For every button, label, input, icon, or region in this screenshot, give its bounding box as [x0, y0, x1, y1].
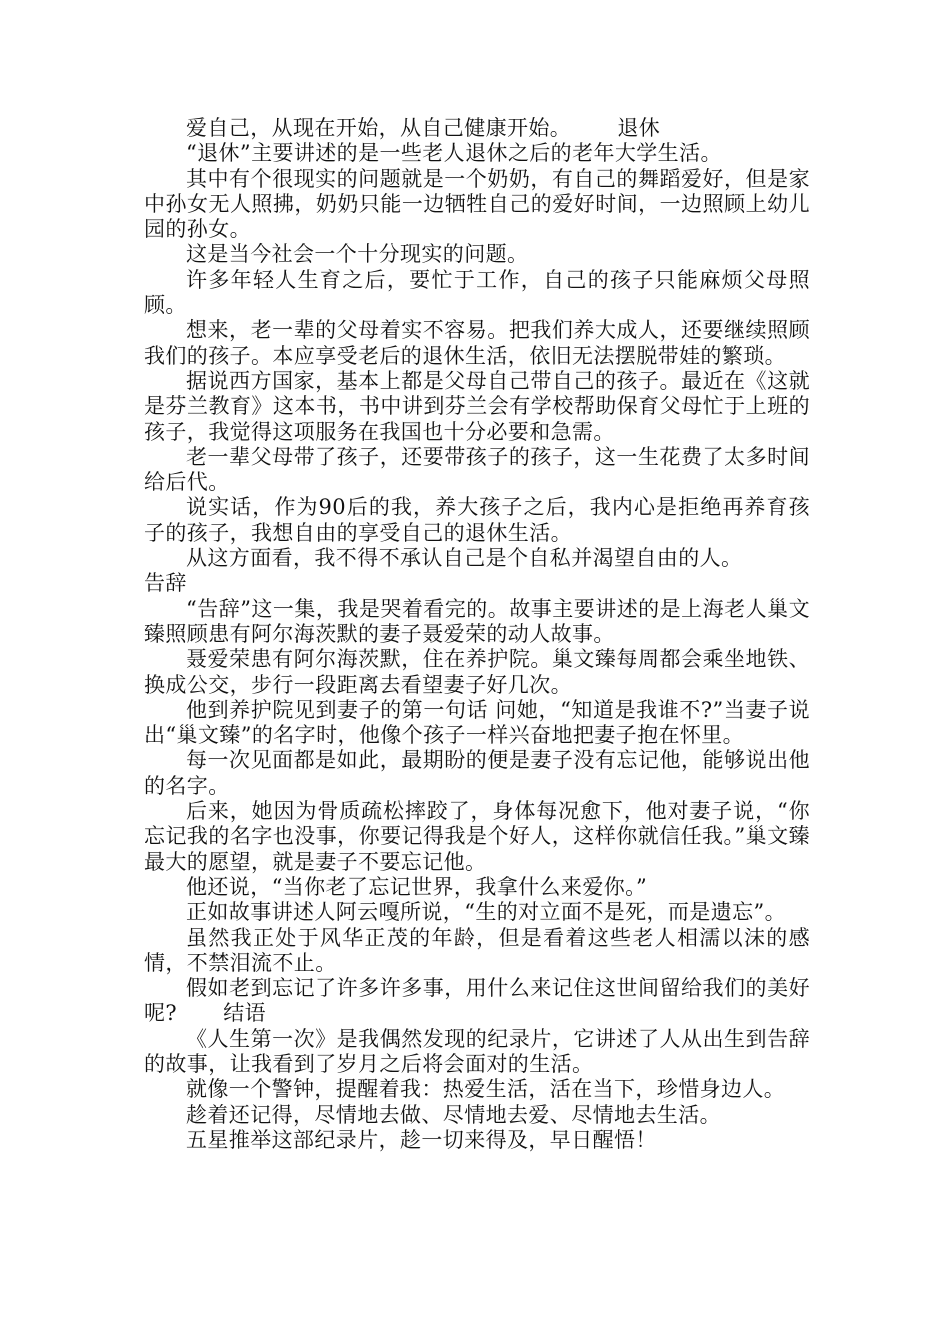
- section-heading-conclusion: 结语: [223, 1001, 267, 1026]
- paragraph: 这是当今社会一个十分现实的问题。: [186, 242, 529, 267]
- paragraph: 虽然我正处于风华正茂的年龄，但是看着这些老人相濡以沫的感情，不禁泪流不止。: [144, 925, 810, 975]
- paragraph: “退休”主要讲述的是一些老人退休之后的老年大学生活。: [186, 141, 722, 166]
- paragraph: 就像一个警钟，提醒着我：热爱生活，活在当下，珍惜身边人。: [186, 1077, 786, 1102]
- paragraph: 他还说，“当你老了忘记世界，我拿什么来爱你。”: [186, 874, 648, 899]
- section-heading-retirement: 退休: [617, 116, 661, 140]
- paragraph-text: 假如老到忘记了许多许多事，用什么来记住这世间留给我们的美好呢?: [144, 976, 810, 1026]
- paragraph: 他到养护院见到妻子的第一句话 问她，“知道是我谁不?”当妻子说出“巢文臻”的名字时，他像个孩子一样兴奋地把妻子抱在怀里。: [144, 697, 810, 748]
- paragraph: 许多年轻人生育之后，要忙于工作，自己的孩子只能麻烦父母照顾。: [144, 267, 810, 318]
- paragraph: 正如故事讲述人阿云嘎所说，“生的对立面不是死，而是遗忘”。: [186, 900, 787, 925]
- document-body: [144, 116, 810, 1153]
- paragraph: 从这方面看，我不得不承认自己是个自私并渴望自由的人。: [186, 546, 743, 571]
- section-heading-farewell: 告辞: [144, 571, 187, 596]
- paragraph: 趁着还记得，尽情地去做、尽情地去爱、尽情地去生活。: [186, 1102, 721, 1127]
- paragraph: “告辞”这一集，我是哭着看完的。故事主要讲述的是上海老人巢文臻照顾患有阿尔海茨默的妻子聂爱荣的动人故事。: [144, 596, 810, 646]
- paragraph: [144, 116, 810, 141]
- paragraph: 后来，她因为骨质疏松摔跤了，身体每况愈下，他对妻子说，“你忘记我的名字也没事，你要记得我是个好人，这样你就信任我。”巢文臻最大的愿望，就是妻子不要忘记他。: [144, 799, 810, 874]
- paragraph: 五星推举这部纪录片，趁一切来得及，早日醒悟！: [186, 1127, 657, 1152]
- paragraph: 每一次见面都是如此，最期盼的便是妻子没有忘记他，能够说出他的名字。: [144, 748, 810, 798]
- paragraph-text: 爱自己，从现在开始，从自己健康开始。: [186, 116, 572, 140]
- paragraph: 《人生第一次》是我偶然发现的纪录片，它讲述了人从出生到告辞的故事，让我看到了岁月之后将会面对的生活。: [144, 1026, 810, 1076]
- paragraph: [144, 976, 810, 1027]
- paragraph: 老一辈父母带了孩子，还要带孩子的孩子，这一生花费了太多时间给后代。: [144, 444, 810, 495]
- paragraph: 聂爱荣患有阿尔海茨默，住在养护院。巢文臻每周都会乘坐地铁、换成公交，步行一段距离去看望妻子好几次。: [144, 647, 810, 697]
- paragraph: 想来，老一辈的父母着实不容易。把我们养大成人，还要继续照顾我们的孩子。本应享受老后的退休生活，依旧无法摆脱带娃的繁琐。: [144, 318, 810, 368]
- paragraph: 说实话，作为90后的我，养大孩子之后，我内心是拒绝再养育孩子的孩子，我想自由的享受自己的退休生活。: [144, 495, 810, 545]
- paragraph: 据说西方国家，基本上都是父母自己带自己的孩子。最近在《这就是芬兰教育》这本书，书中讲到芬兰会有学校帮助保育父母忙于上班的孩子，我觉得这项服务在我国也十分必要和急需。: [144, 368, 810, 444]
- paragraph: 其中有个很现实的问题就是一个奶奶，有自己的舞蹈爱好，但是家中孙女无人照拂，奶奶只能一边牺牲自己的爱好时间，一边照顾上幼儿园的孙女。: [144, 166, 810, 242]
